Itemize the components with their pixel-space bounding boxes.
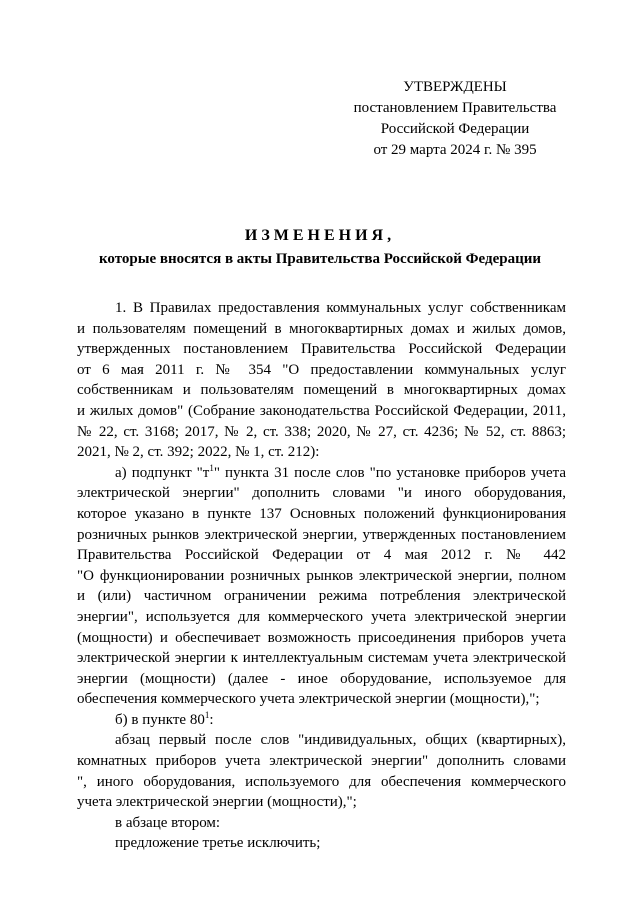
superscript: 1 (209, 462, 214, 473)
body-line: розничных рынков электрической энергии, утвержденных постановлением (77, 526, 566, 543)
approval-title: УТВЕРЖДЕНЫ (403, 79, 507, 95)
body-line: энергии", используется для коммерческого учета электрической энергии (77, 608, 566, 625)
body-text-fragment: б) в пункте 80 (115, 711, 205, 728)
document-title: ИЗМЕНЕНИЯ, (244, 227, 396, 244)
body-line: (мощности) и обеспечивает возможность присоединения приборов учета (77, 629, 566, 646)
body-line: электрической энергии к интеллектуальным системам учета электрической (77, 650, 566, 667)
body-line: которое указано в пункте 137 Основных положений функционирования (77, 505, 566, 522)
body-line: Правительства Российской Федерации от 4 мая 2012 г. № 442 (77, 547, 566, 564)
document-subtitle: которые вносятся в акты Правительства Российской Федерации (98, 251, 542, 267)
body-line: и (или) частичном ограничении режима потребления электрической (77, 588, 566, 605)
body-text-fragment: : (209, 711, 214, 728)
body-text-fragment: а) подпункт "т (115, 464, 210, 481)
body-line: 2021, № 2, ст. 392; 2022, № 1, ст. 212): (77, 444, 320, 461)
body-line: комнатных приборов учета электрической энергии" дополнить словами (77, 753, 566, 770)
approval-line: Российской Федерации (380, 121, 530, 137)
approval-date-line: от 29 марта 2024 г. № 395 (373, 142, 537, 158)
body-line: предложение третье исключить; (115, 835, 321, 852)
body-line: от 6 мая 2011 г. № 354 "О предоставлении коммунальных услуг (77, 361, 566, 378)
approval-line: постановлением Правительства (353, 100, 557, 116)
body-line: утвержденных постановлением Правительства Российской Федерации (77, 341, 566, 358)
body-line: в абзаце втором: (115, 814, 221, 831)
approval-stamp (330, 77, 580, 161)
superscript: 1 (204, 709, 210, 720)
body-line: абзац первый после слов "индивидуальных, общих (квартирных), (115, 732, 566, 749)
document-body (77, 298, 566, 854)
body-text-fragment: " пункта 31 после слов "по установке приборов учета (213, 464, 566, 481)
body-line: собственникам и пользователям помещений в многоквартирных домах (77, 382, 566, 399)
body-line: и жилых домов" (Собрание законодательства Российской Федерации, 2011, (77, 402, 566, 419)
body-line-subpoint-b (77, 710, 566, 731)
body-line-subpoint-a (77, 463, 566, 484)
body-line: и пользователям помещений в многоквартирных домах и жилых домов, (77, 320, 566, 337)
body-line: энергии (мощности) (далее - иное оборудование, используемое для (77, 670, 566, 687)
body-line: ", иного оборудования, используемого для обеспечения коммерческого (77, 773, 566, 790)
body-line: учета электрической энергии (мощности),"; (77, 794, 357, 811)
body-line: 1. В Правилах предоставления коммунальных услуг собственникам (115, 300, 566, 316)
body-line: "О функционировании розничных рынков электрической энергии, полном (77, 567, 566, 584)
body-line: № 22, ст. 3168; 2017, № 2, ст. 338; 2020, № 27, ст. 4236; № 52, ст. 8863; (77, 423, 566, 440)
body-line: электрической энергии" дополнить словами "и иного оборудования, (77, 485, 566, 502)
body-line: обеспечения коммерческого учета электрической энергии (мощности),"; (77, 691, 540, 708)
